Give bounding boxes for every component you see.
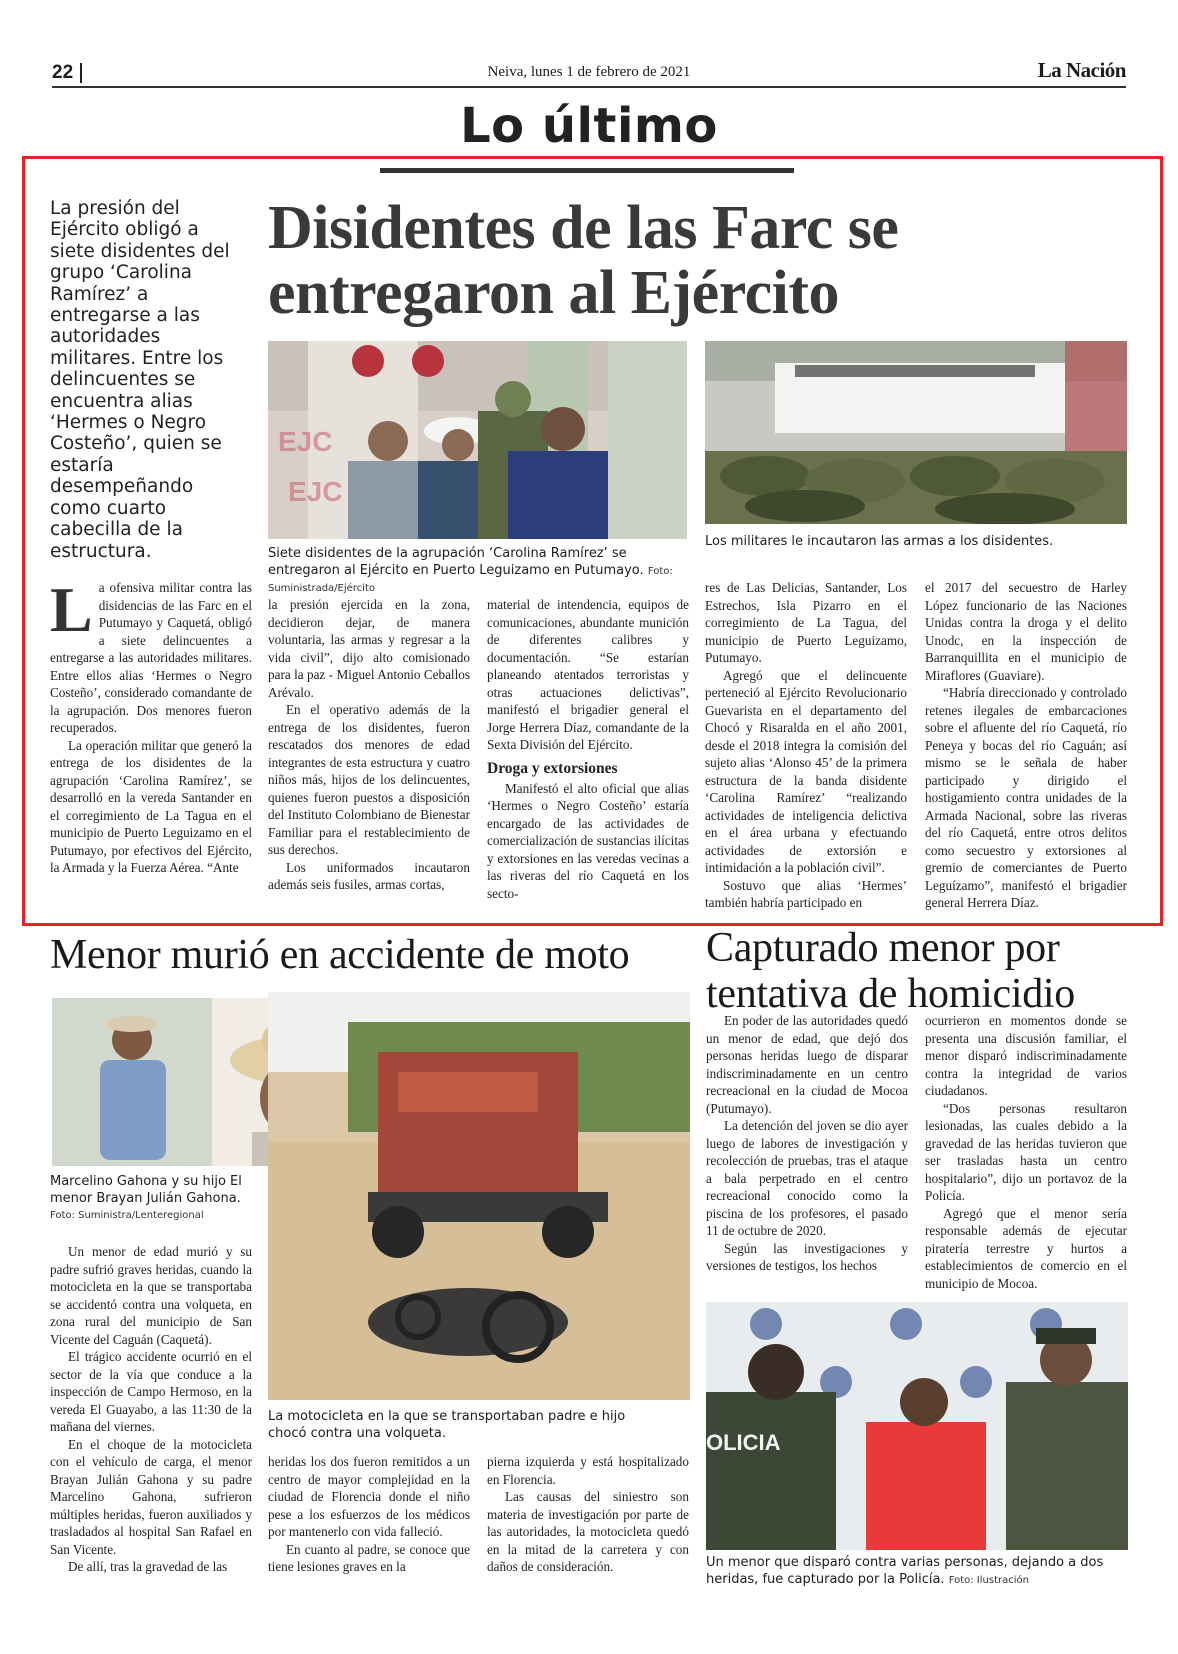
header-rule: [52, 86, 1126, 88]
story2-paragraph: El trágico accidente ocurrió en el sector de la vía que conduce a la inspección de Campo Hermoso, en la vereda El Guayabo, a las 11:30 de la mañana del viernes.: [50, 1349, 252, 1434]
story2-column-3: [487, 1453, 689, 1576]
story3-paragraph: “Dos personas resultaron lesionadas, las cuales debido a la gravedad de las heridas tuvieron que ser trasladas hasta un centro hospitalario”, dijo un portavoz de la Policía.: [925, 1100, 1127, 1203]
story3-headline: Capturado menor por tentativa de homicidio: [706, 925, 1075, 1017]
story3-photo-caption-text: Un menor que disparó contra varias personas, dejando a dos heridas, fue capturado por la Policía.: [706, 1555, 1104, 1587]
story3-paragraph: ocurrieron en momentos donde se presenta una discusión familiar, el menor disparó indiscriminadamente contra la integridad de varios ciudadanos.: [925, 1013, 1127, 1098]
story2-photo1-credit: Foto: Suministra/Lenteregional: [50, 1210, 204, 1221]
story1-paragraph: el 2017 del secuestro de Harley López funcionario de las Naciones Unidas contra la droga y el delito Unodc, en la inspección de Barranquillita en el municipio de Miraflores (Guaviare).: [925, 580, 1127, 683]
story2-photo-accident: [268, 992, 690, 1400]
story1-column-4: [705, 579, 907, 912]
story2-paragraph: pierna izquierda y está hospitalizado en Florencia.: [487, 1454, 689, 1487]
story1-paragraph: a ofensiva militar contra las disidencias de las Farc en el Putumayo y Caquetá, obligó a siete delincuentes a entregarse a las autoridades militares. Entre ellos alias ‘Hermes o Negro Costeño’, considerado comandante de la agrupación. Dos menores fueron recuperados.: [50, 580, 252, 735]
story2-column-1: [50, 1243, 252, 1576]
svg-text:EJC: EJC: [278, 426, 333, 457]
story2-paragraph: En cuanto al padre, se conoce que tiene lesiones graves en la: [268, 1541, 470, 1574]
story3-photo-credit: Foto: Ilustración: [948, 1575, 1029, 1586]
story2-paragraph: heridas los dos fueron remitidos a un centro de mayor complejidad en la ciudad de Florencia donde el niño pese a los esfuerzos de los médicos por mantenerlo con vida falleció.: [268, 1454, 470, 1539]
story1-photo-weapons: [705, 341, 1127, 524]
story1-photo1-credit: Foto: Suministrada/Ejército: [268, 566, 673, 594]
story2-paragraph: Las causas del siniestro son materia de investigación por parte de las autoridades, la motocicleta quedó en la mitad de la carretera y con daños de consideración.: [487, 1489, 689, 1574]
section-title: Lo último: [460, 98, 718, 154]
page-number: 22: [52, 62, 74, 83]
story1-photo1-caption: [268, 545, 688, 596]
story1-subhead: Droga y extorsiones: [487, 759, 618, 777]
story2-paragraph: En el choque de la motocicleta con el vehículo de carga, el menor Brayan Julián Gahona y su padre Marcelino Gahona, sufrieron múltiples heridas, fueron auxiliados y trasladados al hospital San Rafael en San Vicente.: [50, 1436, 252, 1557]
newspaper-logo: La Nación: [1037, 58, 1126, 82]
dateline: Neiva, lunes 1 de febrero de 2021: [487, 64, 691, 80]
story2-paragraph: Un menor de edad murió y su padre sufrió graves heridas, cuando la motocicleta en la que se transportaba se accidentó contra una volqueta, en zona rural del municipio de San Vicente del Caguán (Caquetá).: [50, 1244, 252, 1347]
story1-paragraph: res de Las Delicias, Santander, Los Estrechos, Isla Pizarro en el corregimiento de La Tagua, del municipio de Puerto Leguizamo, Putumayo.: [705, 580, 907, 665]
dropcap: L: [50, 574, 93, 645]
story1-photo2-caption: Los militares le incautaron las armas a los disidentes.: [705, 534, 1054, 549]
story3-column-2: [925, 1012, 1127, 1292]
story2-column-2: [268, 1453, 470, 1576]
story1-paragraph: la presión ejercida en la zona, decidieron dejar, de manera voluntaria, las armas y regresar a la vida civil”, dijo alto comisionado para la paz - Miguel Antonio Ceballos Arévalo.: [268, 597, 470, 700]
story1-headline: Disidentes de las Farc se entregaron al Ejército: [268, 194, 899, 327]
story1-paragraph: En el operativo además de la entrega de los disidentes, fueron rescatados dos menores de edad integrantes de esta estructura y cuatro niños más, hijos de los delincuentes, quienes fueron puestos a disposición del Instituto Colombiano de Bienestar Familiar para el restablecimiento de sus derechos.: [268, 702, 470, 857]
story1-paragraph: “Habría direccionado y controlado retenes ilegales de embarcaciones sobre el afluente del río Caquetá, río Peneya y bocas del río Caguán; así mismo se le señala de haber participado y dirigido el hostigamiento contra unidades de la Armada Nacional, sobre las riveras del río Caquetá, entre otros delitos como secuestro y extorsiones al gremio de comerciantes de Puerto Leguízamo”, manifestó el brigadier general Herrera Díaz.: [925, 685, 1127, 910]
story1-column-5: [925, 579, 1127, 912]
story3-photo-caption: [706, 1554, 1126, 1588]
story2-photo1-caption: Marcelino Gahona y su hijo El menor Brayan Julián Gahona.: [50, 1174, 242, 1206]
story1-photo-surrender: [268, 341, 687, 539]
svg-text:EJC: EJC: [288, 476, 343, 507]
story1-paragraph: Manifestó el alto oficial que alias ‘Hermes o Negro Costeño’ estaría encargado de las actividades de comercialización de sustancias ilícitas y extorsiones en las veredas vecinas a las riveras del río Caquetá en los secto-: [487, 780, 689, 901]
story1-photo1-caption-text: Siete disidentes de la agrupación ‘Carolina Ramírez’ se entregaron al Ejército en Puerto Leguizamo en Putumayo.: [268, 546, 644, 578]
story1-paragraph: Sostuvo que alias ‘Hermes’ también habría participado en: [705, 877, 907, 910]
story3-paragraph: En poder de las autoridades quedó un menor de edad, que dejó dos personas heridas luego de disparar indiscriminadamente en un centro recreacional en la ciudad de Mocoa (Putumayo).: [706, 1013, 908, 1116]
story1-paragraph: material de intendencia, equipos de comunicaciones, abundante munición de diferentes calibres y documentación. “Se estarían planeando atentados terroristas y otras actuaciones delictivas”, manifestó el brigadier general el Jorge Herrera Díaz, comandante de la Sexta División del Ejército.: [487, 597, 689, 752]
story1-column-2: [268, 596, 470, 894]
story3-paragraph: Según las investigaciones y versiones de testigos, los hechos: [706, 1240, 908, 1273]
story2-paragraph: De allí, tras la gravedad de las: [68, 1559, 228, 1574]
story3-column-1: [706, 1012, 908, 1275]
story3-photo-arrest: [706, 1302, 1128, 1550]
story1-paragraph: Los uniformados incautaron además seis fusiles, armas cortas,: [268, 859, 470, 892]
story3-paragraph: Agregó que el menor sería responsable además de ejecutar piratería terrestre y hurtos a establecimientos de comercio en el municipio de Mocoa.: [925, 1205, 1127, 1291]
story1-paragraph: Agregó que el delincuente perteneció al Ejército Revolucionario Guevarista en el departamento del Chocó y Risaralda en el año 2001, desde el 2018 integra la comisión del sujeto alias ‘Alonso 45’ de la primera estructura de la banda disidente ‘Carolina Ramírez’ “realizando actividades de inteligencia delictiva en el área urbana y efectuando actividades de extorsión e intimidación a la población civil”.: [705, 667, 907, 875]
story1-deck: La presión del Ejército obligó a siete disidentes del grupo ‘Carolina Ramírez’ a entregarse a las autoridades militares. Entre los delincuentes se encuentra alias ‘Hermes o Negro Costeño’, quien se estaría desempeñando como cuarto cabecilla de la estructura.: [50, 198, 230, 562]
police-vest-text: OLICIA: [706, 1430, 781, 1455]
story1-column-1: [50, 574, 252, 877]
story1-column-3: [487, 596, 689, 902]
story1-paragraph: La operación militar que generó la entrega de los disidentes de la agrupación ‘Carolina Ramírez’, se desarrolló en la vereda Santander en el corregimiento de La Tagua en el municipio de Puerto Leguizamo en el Putumayo, por efectivos del Ejército, la Armada y la Fuerza Aérea. “Ante: [50, 737, 252, 875]
story2-headline: Menor murió en accidente de moto: [50, 932, 630, 978]
story3-paragraph: La detención del joven se dio ayer luego de labores de investigación y recolección de pruebas, tras el ataque a bala perpetrado en el centro recreacional conocido como la piscina de los profesores, el pasado 11 de octubre de 2020.: [706, 1118, 908, 1238]
story2-photo2-caption: La motocicleta en la que se transportaban padre e hijo chocó contra una volqueta.: [268, 1409, 626, 1441]
